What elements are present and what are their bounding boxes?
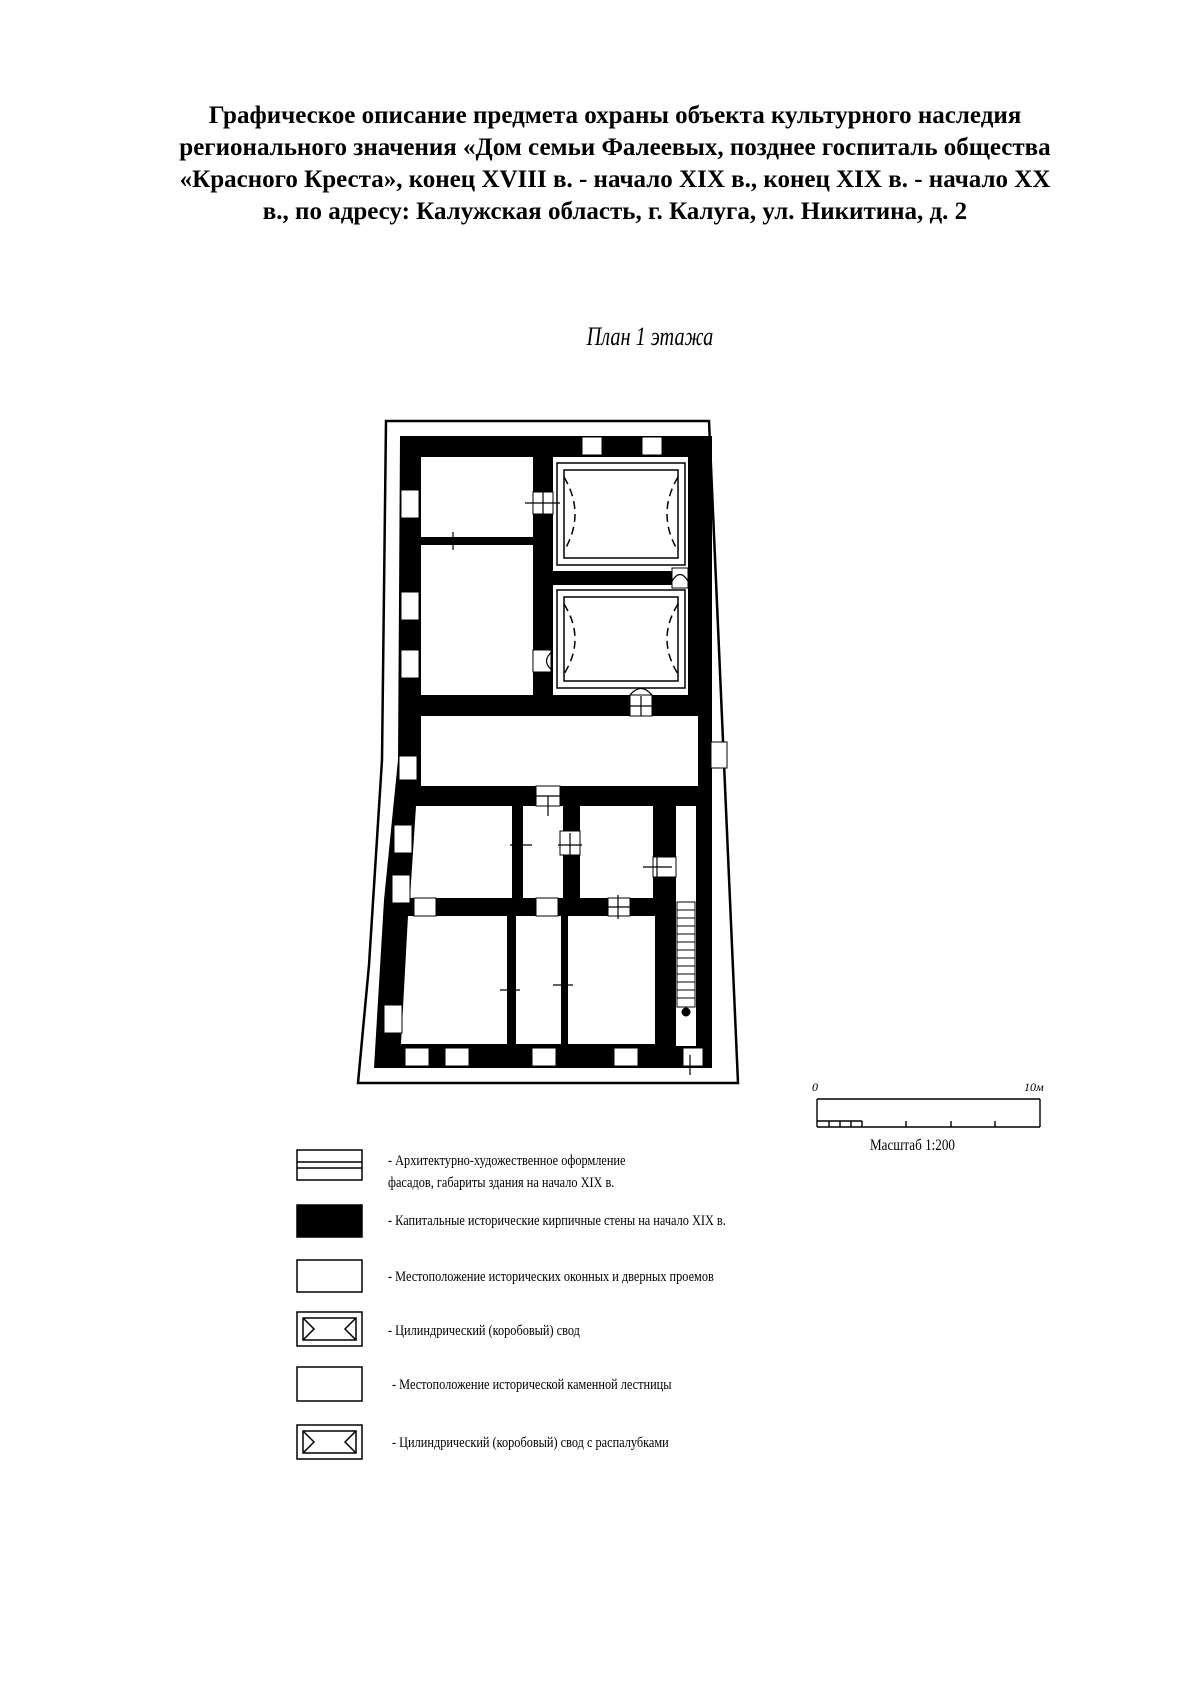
room-sw-1 — [410, 806, 512, 898]
title-line-4: в., по адресу: Калужская область, г. Калуга, ул. Никитина, д. 2 — [262, 198, 968, 225]
legend-vault-lunettes-line: - Цилиндрический (коробовый) свод с распалубками — [392, 1435, 669, 1451]
window-w-1 — [401, 490, 419, 518]
door-3 — [533, 650, 551, 672]
legend-facade-line-1: - Архитектурно-художественное оформление — [388, 1153, 626, 1169]
legend-symbol-facade-outline — [297, 1150, 362, 1180]
window-w-5 — [394, 825, 412, 853]
scale-caption: Масштаб 1:200 — [870, 1137, 955, 1154]
window-w-3 — [401, 650, 419, 678]
room-mid-e — [580, 806, 653, 898]
legend-stone-stair-line: - Местоположение исторической каменной лестницы — [392, 1377, 672, 1393]
corridor — [421, 716, 698, 786]
title-line-2: регионального значения «Дом семьи Фалеевых, позднее госпиталь общества — [179, 134, 1051, 161]
door-9 — [536, 898, 558, 916]
window-w-7 — [384, 1005, 402, 1033]
scale-start-label: 0 — [812, 1080, 818, 1094]
legend-brick-wall-line: - Капитальные исторические кирпичные стены на начало XIX в. — [388, 1213, 726, 1229]
title-line-3: «Красного Креста», конец XVIII в. - начало XIX в., конец XIX в. - начало XX — [179, 166, 1051, 193]
scale-bar — [817, 1099, 1040, 1127]
window-e-1 — [711, 742, 727, 768]
room-nw-small — [421, 457, 533, 537]
legend-text-barrel-vault — [388, 1320, 580, 1342]
window-n-1 — [582, 437, 602, 455]
window-w-4 — [399, 756, 417, 780]
window-s-3 — [532, 1048, 556, 1066]
legend-text-stone-stair — [392, 1374, 672, 1396]
window-s-2 — [445, 1048, 469, 1066]
scale-end-label: 10м — [1024, 1080, 1044, 1094]
window-w-2 — [401, 592, 419, 620]
legend-barrel-vault-line: - Цилиндрический (коробовый) свод — [388, 1323, 580, 1339]
legend-symbols — [297, 1150, 362, 1459]
legend-text-brick-wall — [388, 1210, 726, 1232]
legend-facade-line-2: фасадов, габариты здания на начало XIX в. — [388, 1175, 615, 1191]
plan-title: План 1 этажа — [586, 322, 714, 351]
legend-text-facade — [388, 1150, 625, 1194]
room-s-mid — [516, 916, 561, 1044]
legend-symbol-stone-stair — [297, 1367, 362, 1401]
legend-symbol-openings — [297, 1260, 362, 1292]
window-s-1 — [405, 1048, 429, 1066]
room-sw-2 — [401, 916, 507, 1044]
legend-openings-line: - Местоположение исторических оконных и дверных проемов — [388, 1269, 714, 1285]
window-s-5 — [683, 1048, 703, 1066]
room-nw-large — [421, 545, 533, 695]
legend-text-vault-lunettes — [392, 1432, 669, 1454]
room-vault-lower — [553, 585, 688, 695]
title-line-1: Графическое описание предмета охраны объекта культурного наследия — [208, 102, 1022, 129]
window-s-4 — [614, 1048, 638, 1066]
stone-stair — [677, 902, 695, 1016]
legend-symbol-brick-wall — [297, 1205, 362, 1237]
window-n-2 — [642, 437, 662, 455]
room-s-e — [568, 916, 655, 1044]
room-small-mid — [523, 806, 563, 898]
door-8 — [414, 898, 436, 916]
legend-text-openings — [388, 1266, 714, 1288]
window-w-6 — [392, 875, 410, 903]
